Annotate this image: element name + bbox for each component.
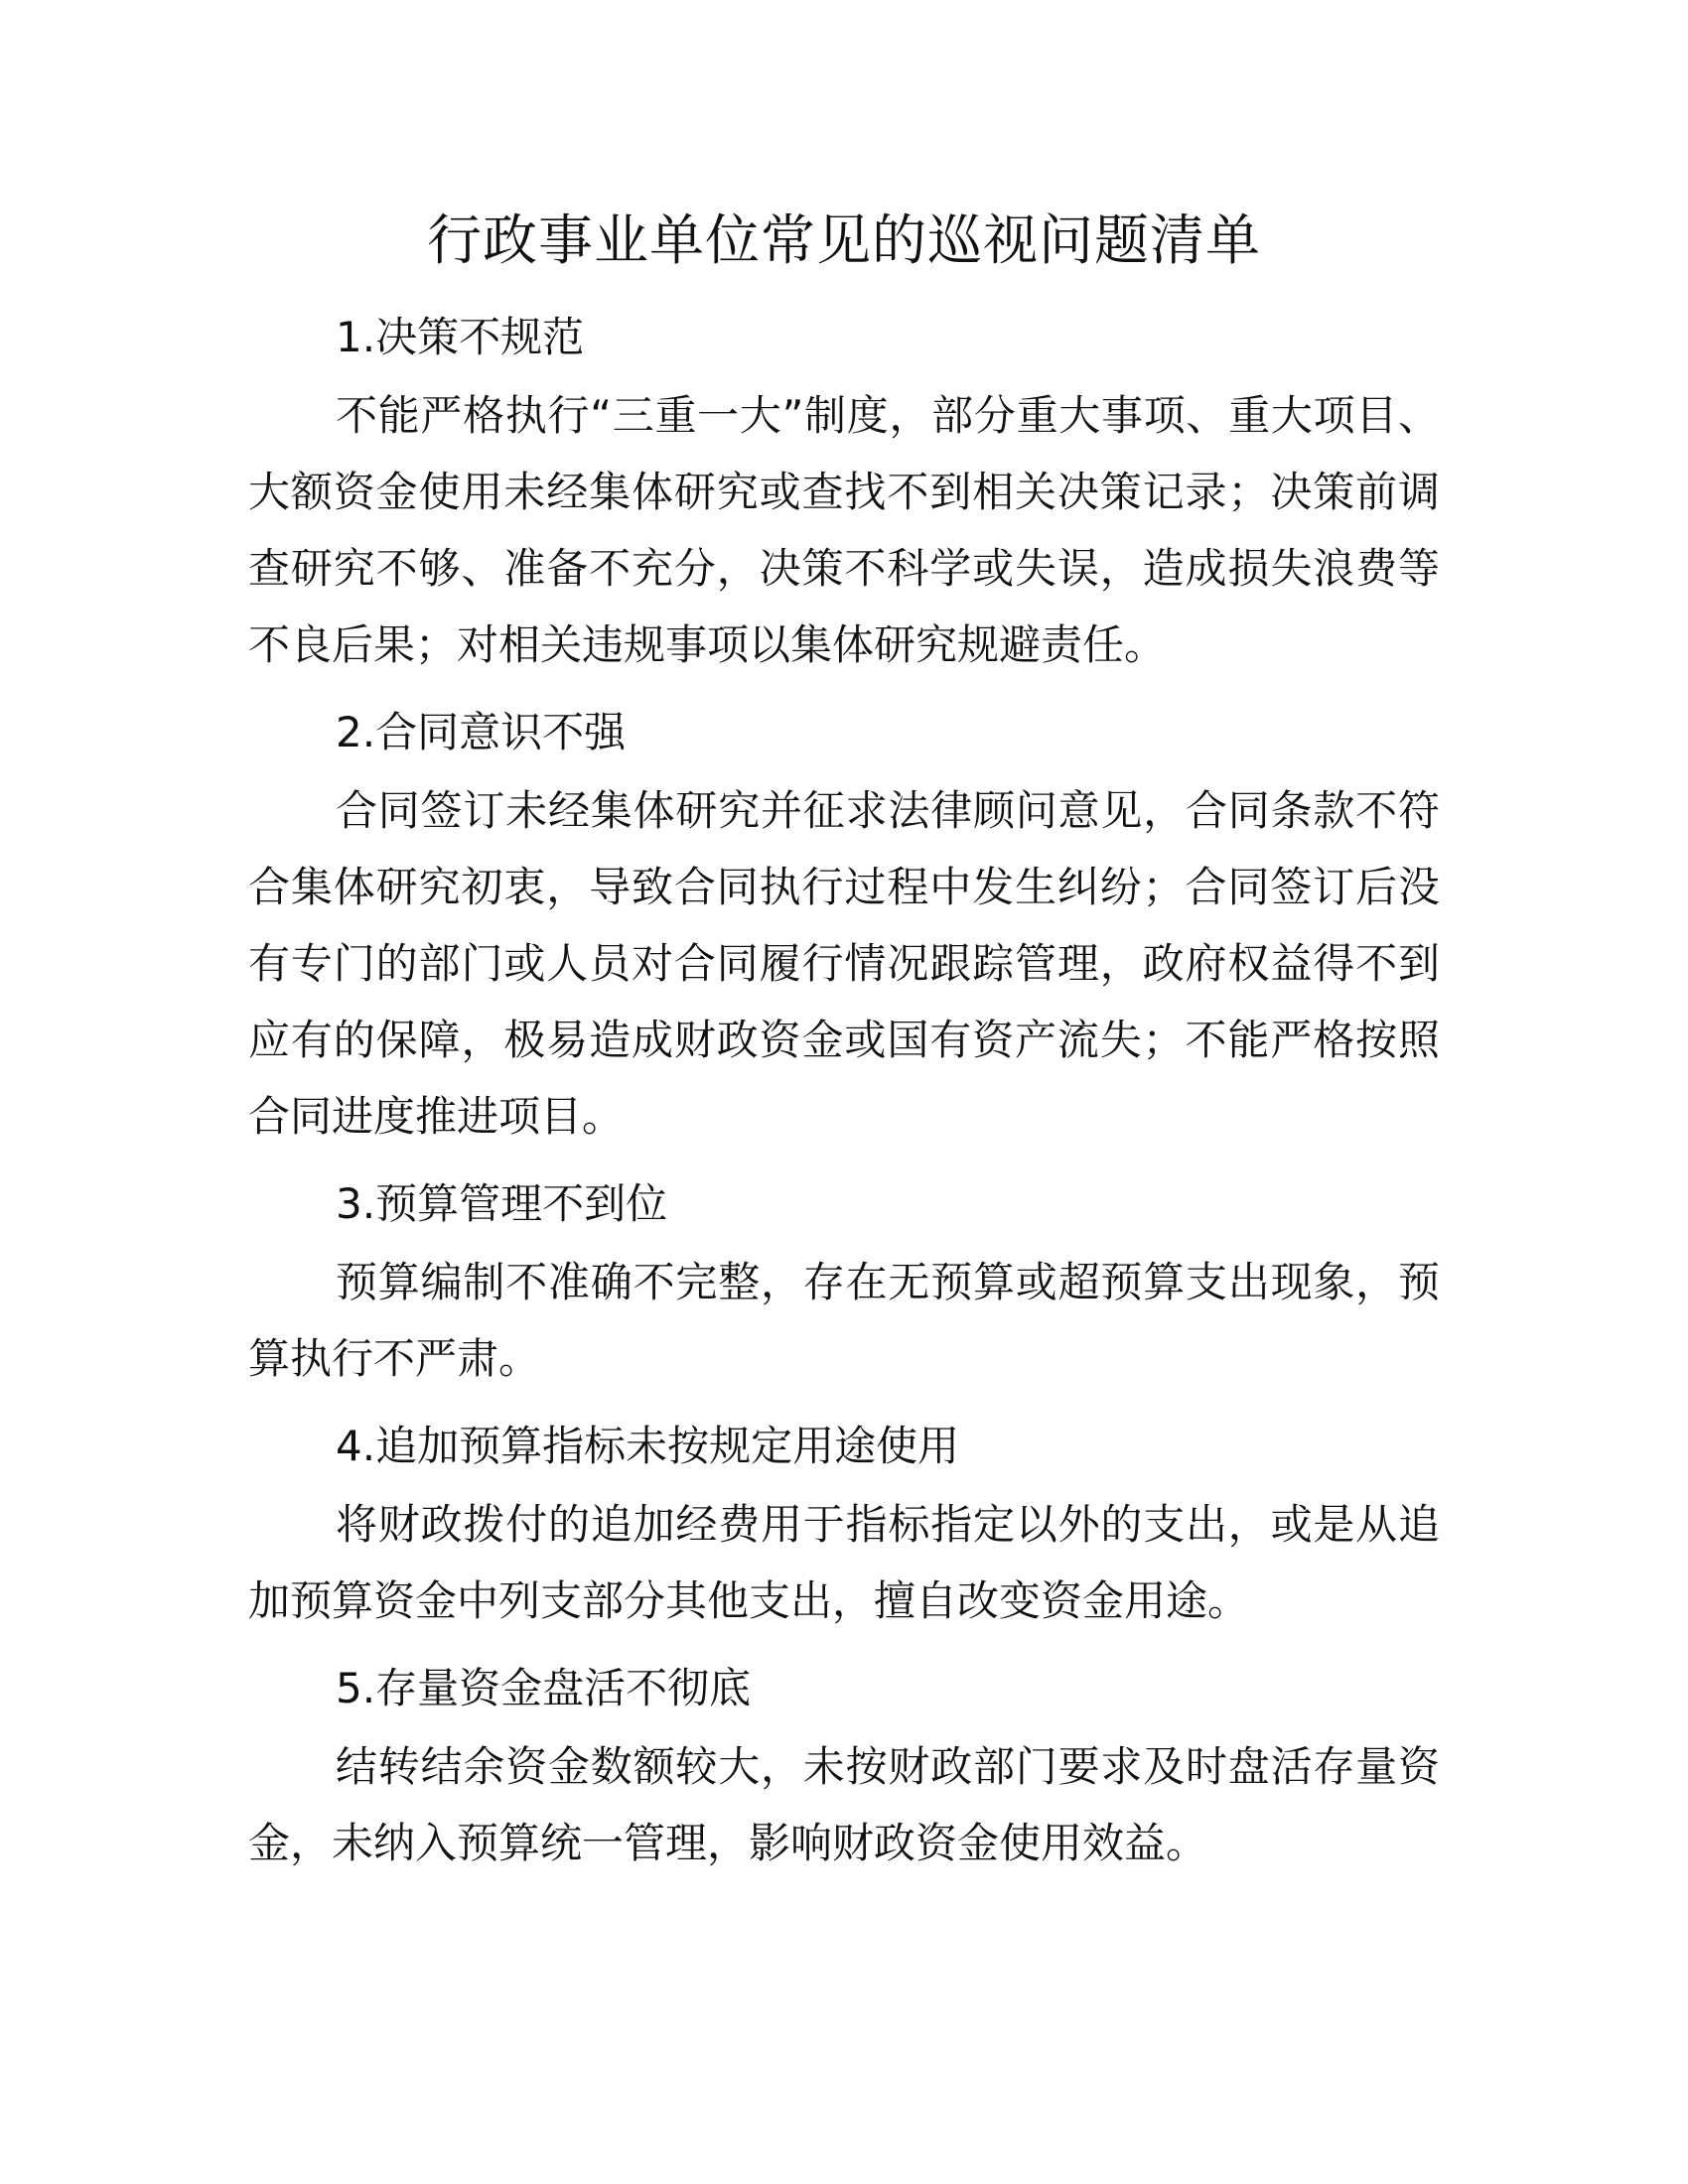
section-heading: 3.预算管理不到位 (336, 1179, 668, 1228)
section-paragraph: 将财政拨付的追加经费用于指标指定以外的支出，或是从追加预算资金中列支部分其他支出，擅自改变资金用途。 (248, 1500, 1440, 1625)
document-title: 行政事业单位常见的巡视问题清单 (426, 208, 1261, 272)
section-2 (248, 693, 1440, 1155)
section-heading: 4.追加预算指标未按规定用途使用 (336, 1422, 960, 1470)
section-heading: 2.合同意识不强 (336, 708, 627, 756)
section-5 (248, 1649, 1440, 1881)
section-paragraph: 结转结余资金数额较大，未按财政部门要求及时盘活存量资金，未纳入预算统一管理，影响财政资金使用效益。 (248, 1742, 1440, 1867)
document-body (248, 298, 1440, 1891)
section-heading: 1.决策不规范 (336, 313, 585, 361)
section-heading: 5.存量资金盘活不彻底 (336, 1664, 752, 1712)
section-1 (248, 298, 1440, 683)
section-paragraph: 合同签订未经集体研究并征求法律顾问意见，合同条款不符合集体研究初衷，导致合同执行过程中发生纠纷；合同签订后没有专门的部门或人员对合同履行情况跟踪管理，政府权益得不到应有的保障，极易造成财政资金或国有资产流失；不能严格按照合同进度推进项目。 (248, 786, 1440, 1141)
section-4 (248, 1407, 1440, 1639)
section-paragraph: 预算编制不准确不完整，存在无预算或超预算支出现象，预算执行不严肃。 (248, 1258, 1440, 1383)
section-3 (248, 1164, 1440, 1397)
section-paragraph: 不能严格执行“三重一大”制度，部分重大事项、重大项目、大额资金使用未经集体研究或查找不到相关决策记录；决策前调查研究不够、准备不充分，决策不科学或失误，造成损失浪费等不良后果；对相关违规事项以集体研究规避责任。 (248, 391, 1440, 669)
